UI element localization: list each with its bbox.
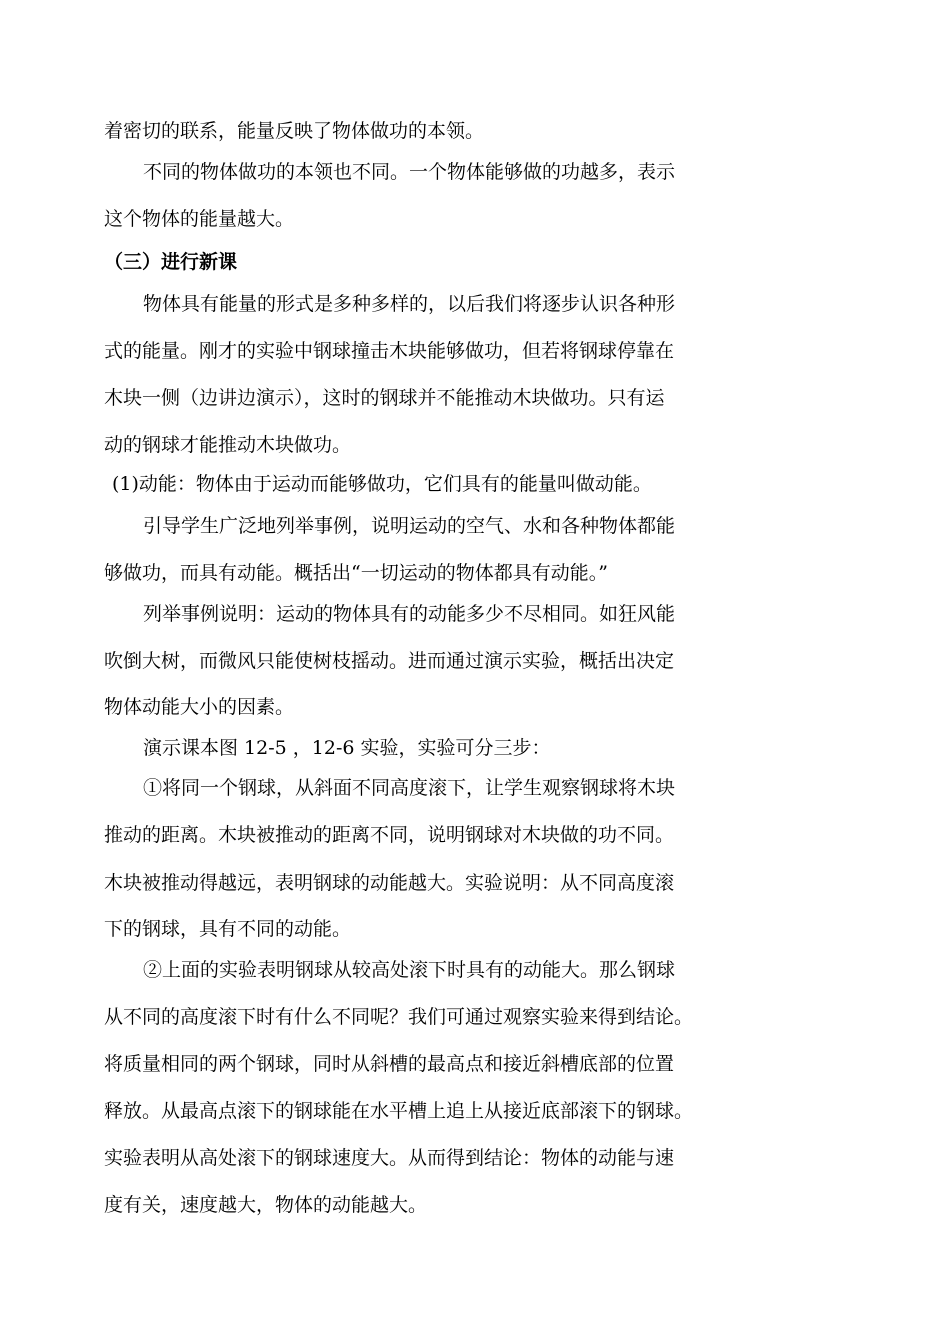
paragraph-line: 够做功，而具有动能。概括出“一切运动的物体都具有动能。” [104,562,608,584]
paragraph-line: 这个物体的能量越大。 [104,208,295,230]
paragraph-line: 木块一侧（边讲边演示），这时的钢球并不能推动木块做功。只有运 [104,387,665,409]
paragraph-line: 引导学生广泛地列举事例，说明运动的空气、水和各种物体都能 [143,515,676,537]
paragraph-line: 吹倒大树，而微风只能使树枝摇动。进而通过演示实验，概括出决定 [104,650,675,672]
paragraph-line: 物体动能大小的因素。 [104,696,295,718]
paragraph-line: 木块被推动得越远，表明钢球的动能越大。实验说明：从不同高度滚 [104,872,675,894]
paragraph-line: 释放。从最高点滚下的钢球能在水平槽上追上从接近底部滚下的钢球。 [104,1100,694,1122]
paragraph-line: 演示课本图 12-5 ，12-6 实验，实验可分三步： [143,737,551,759]
paragraph-line: ①将同一个钢球，从斜面不同高度滚下，让学生观察钢球将木块 [143,777,676,799]
paragraph-line: 实验表明从高处滚下的钢球速度大。从而得到结论：物体的动能与速 [104,1147,675,1169]
section-heading: （三）进行新课 [104,251,238,273]
paragraph-line: 将质量相同的两个钢球，同时从斜槽的最高点和接近斜槽底部的位置 [104,1053,675,1075]
paragraph-line: 度有关，速度越大，物体的动能越大。 [104,1194,428,1216]
paragraph-line: ②上面的实验表明钢球从较高处滚下时具有的动能大。那么钢球 [143,959,676,981]
paragraph-line: 列举事例说明：运动的物体具有的动能多少不尽相同。如狂风能 [143,603,676,625]
paragraph-line: 不同的物体做功的本领也不同。一个物体能够做的功越多，表示 [143,161,676,183]
paragraph-line: 着密切的联系，能量反映了物体做功的本领。 [104,120,485,142]
paragraph-line: 下的钢球，具有不同的动能。 [104,918,352,940]
paragraph-line: 推动的距离。木块被推动的距离不同，说明钢球对木块做的功不同。 [104,824,675,846]
paragraph-line: 式的能量。刚才的实验中钢球撞击木块能够做功，但若将钢球停靠在 [104,340,675,362]
paragraph-line: 从不同的高度滚下时有什么不同呢？我们可通过观察实验来得到结论。 [104,1006,694,1028]
paragraph-line: 动的钢球才能推动木块做功。 [104,434,352,456]
paragraph-line: 物体具有能量的形式是多种多样的，以后我们将逐步认识各种形 [143,293,676,315]
definition-line: (1)动能：物体由于运动而能够做功，它们具有的能量叫做动能。 [112,473,652,495]
